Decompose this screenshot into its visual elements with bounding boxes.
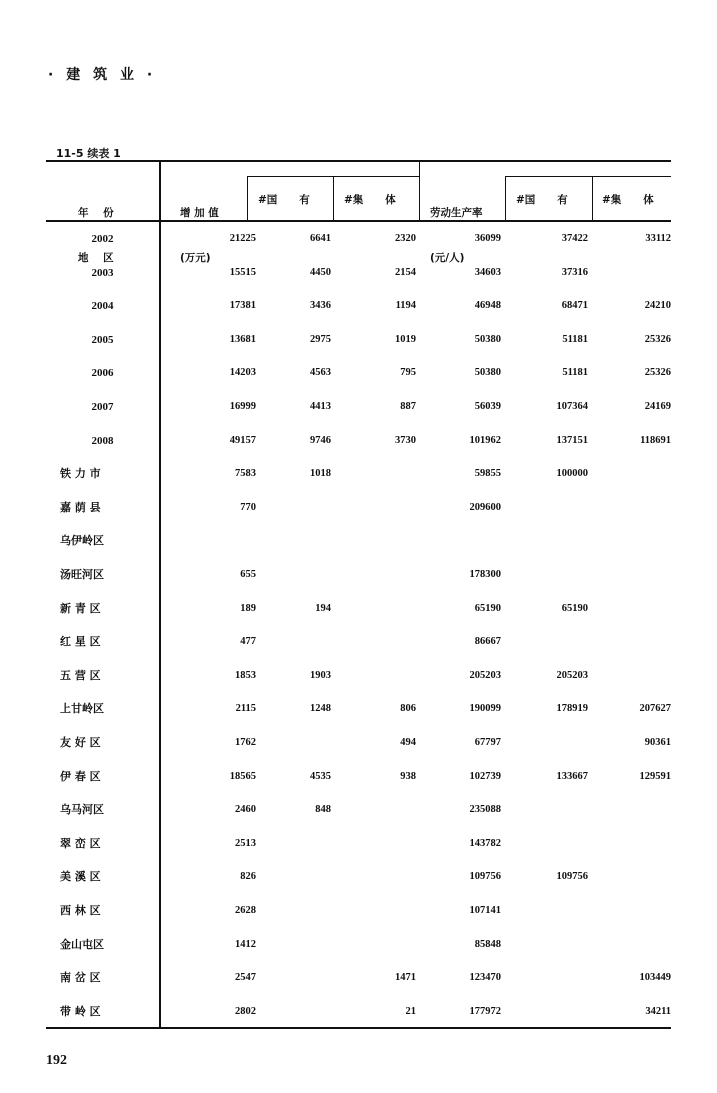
labor-productivity-cell: 178300: [469, 569, 501, 580]
row-label: 美 溪 区: [60, 870, 101, 884]
va-collective-cell: [333, 498, 416, 518]
va-collective-cell: 795: [400, 367, 416, 379]
lp-collective-cell: [592, 531, 671, 551]
labor-productivity-cell: 177972: [469, 1005, 501, 1017]
lp-state-owned-cell: [505, 565, 588, 585]
va-state-owned-cell: 4535: [310, 770, 331, 782]
row-label: 上甘岭区: [60, 702, 104, 716]
va-collective-cell: 494: [400, 737, 416, 748]
value-added-cell: 13681: [229, 333, 256, 345]
lp-collective-cell: [592, 464, 671, 484]
va-collective-cell: [333, 666, 416, 686]
table-row: [0, 531, 717, 551]
va-state-owned-cell: [247, 565, 331, 585]
va-collective-cell: 21: [405, 1005, 416, 1017]
va-state-owned-cell: 4413: [310, 401, 331, 412]
row-label: 带 岭 区: [60, 1004, 101, 1018]
value-added-cell: 14203: [229, 367, 256, 379]
value-added-cell: 49157: [229, 434, 256, 446]
table-row: [0, 800, 717, 820]
table-row: [0, 834, 717, 854]
va-state-owned-cell: [247, 733, 331, 753]
header-year-label: 年 份: [78, 207, 114, 219]
lp-collective-cell: [592, 632, 671, 652]
lp-state-owned-cell: 65190: [561, 602, 588, 614]
labor-productivity-cell: 86667: [474, 636, 501, 648]
va-collective-cell: 3730: [395, 434, 416, 446]
va-state-owned-cell: 194: [315, 602, 331, 614]
value-added-cell: 18565: [229, 770, 256, 782]
va-state-owned-cell: [247, 632, 331, 652]
lp-collective-cell: 103449: [639, 972, 671, 984]
va-collective-cell: 806: [400, 703, 416, 715]
table-row: [0, 397, 717, 417]
lp-collective-cell: [592, 263, 671, 283]
lp-collective-cell: 25326: [644, 333, 671, 345]
table-row: [0, 968, 717, 988]
table-row: [0, 733, 717, 753]
value-added-cell: 189: [240, 602, 256, 614]
va-collective-cell: [333, 901, 416, 921]
labor-productivity-cell: 102739: [469, 770, 501, 782]
value-added-cell: 16999: [229, 401, 256, 412]
va-collective-cell: 1194: [395, 300, 416, 312]
lp-state-owned-cell: 51181: [562, 333, 588, 345]
va-collective-cell: [333, 800, 416, 820]
va-collective-cell: 1019: [395, 333, 416, 345]
lp-state-owned-cell: [505, 800, 588, 820]
lp-collective-cell: 33112: [645, 233, 671, 244]
value-added-cell: 2628: [235, 905, 256, 916]
va-state-owned-cell: 2975: [310, 333, 331, 345]
subheader-rule-right: [505, 176, 671, 177]
table-row: [0, 431, 717, 451]
va-state-owned-cell: 9746: [310, 434, 331, 446]
row-label: 乌马河区: [60, 803, 104, 817]
labor-productivity-cell: 143782: [469, 837, 501, 849]
header-va-collective: #集 体: [344, 194, 396, 206]
row-label: 伊 春 区: [60, 769, 101, 783]
table-row: [0, 901, 717, 921]
value-added-cell: 2802: [235, 1005, 256, 1017]
va-state-owned-cell: [247, 1002, 331, 1022]
row-label: 红 星 区: [60, 635, 101, 649]
va-state-owned-cell: [247, 968, 331, 988]
row-label: 翠 峦 区: [60, 836, 101, 850]
lp-collective-cell: [592, 565, 671, 585]
labor-productivity-cell: 209600: [469, 501, 501, 513]
header-labor-productivity-title: 劳动生产率: [430, 207, 483, 219]
row-label: 2007: [91, 401, 114, 413]
va-state-owned-cell: 1018: [310, 468, 331, 480]
value-added-cell: 1762: [235, 737, 256, 748]
lp-collective-cell: [592, 498, 671, 518]
va-state-owned-cell: 4563: [310, 367, 331, 379]
lp-state-owned-cell: 107364: [556, 401, 588, 412]
lp-state-owned-cell: 109756: [556, 871, 588, 883]
table-bottom-rule: [46, 1027, 671, 1029]
va-state-owned-cell: [247, 867, 331, 887]
labor-productivity-cell: 190099: [469, 703, 501, 715]
table-row: [0, 363, 717, 383]
lp-state-owned-cell: [505, 935, 588, 955]
va-collective-cell: [333, 464, 416, 484]
value-added-cell: 1412: [235, 938, 256, 950]
table-row: [0, 229, 717, 249]
labor-productivity-cell: 59855: [474, 468, 501, 480]
row-label: 2004: [91, 300, 114, 313]
labor-productivity-cell: 107141: [469, 905, 501, 916]
labor-productivity-cell: 205203: [469, 669, 501, 681]
stub-divider: [159, 160, 161, 1029]
va-collective-cell: 2320: [395, 233, 416, 244]
table-row: [0, 699, 717, 719]
row-label: 乌伊岭区: [60, 534, 104, 548]
lp-state-owned-cell: 100000: [556, 468, 588, 480]
row-label: 南 岔 区: [60, 971, 101, 985]
lp-state-owned-cell: 51181: [562, 367, 588, 379]
col-divider-6: [592, 176, 593, 221]
value-added-cell: 1853: [235, 669, 256, 681]
labor-productivity-cell: 50380: [474, 367, 501, 379]
table-row: [0, 464, 717, 484]
row-label: 西 林 区: [60, 904, 101, 917]
lp-state-owned-cell: [505, 733, 588, 753]
labor-productivity-cell: 65190: [474, 602, 501, 614]
lp-state-owned-cell: 205203: [556, 669, 588, 681]
lp-collective-cell: [592, 901, 671, 921]
va-collective-cell: 938: [400, 770, 416, 782]
lp-collective-cell: [592, 666, 671, 686]
lp-state-owned-cell: [505, 531, 588, 551]
table-row: [0, 867, 717, 887]
table-top-rule: [46, 160, 671, 162]
section-header: · 建 筑 业 ·: [48, 67, 157, 83]
labor-productivity-cell: 101962: [469, 434, 501, 446]
value-added-cell: 21225: [229, 233, 256, 244]
labor-productivity-cell: 36099: [474, 233, 501, 244]
lp-collective-cell: 207627: [639, 703, 671, 715]
labor-productivity-cell: 235088: [469, 804, 501, 816]
va-collective-cell: [333, 632, 416, 652]
va-collective-cell: 1471: [395, 972, 416, 984]
lp-collective-cell: 118691: [640, 434, 671, 446]
value-added-cell: 655: [240, 569, 256, 580]
header-lp-state-owned: #国 有: [516, 194, 568, 206]
va-collective-cell: [333, 935, 416, 955]
table-row: [0, 263, 717, 283]
lp-collective-cell: 129591: [639, 770, 671, 782]
row-label: 新 青 区: [60, 601, 101, 615]
lp-collective-cell: 34211: [645, 1005, 671, 1017]
lp-collective-cell: [592, 834, 671, 854]
value-added-cell: 2513: [235, 837, 256, 849]
va-state-owned-cell: 1248: [310, 703, 331, 715]
va-state-owned-cell: [247, 834, 331, 854]
va-collective-cell: [333, 599, 416, 619]
lp-state-owned-cell: [505, 498, 588, 518]
header-region-label: 地 区: [78, 252, 114, 264]
labor-productivity-cell: [419, 531, 501, 551]
lp-collective-cell: [592, 935, 671, 955]
labor-productivity-cell: 50380: [474, 333, 501, 345]
labor-productivity-cell: 85848: [474, 938, 501, 950]
va-state-owned-cell: 4450: [310, 266, 331, 278]
lp-state-owned-cell: [505, 1002, 588, 1022]
row-label: 2005: [91, 333, 114, 346]
row-label: 2006: [91, 367, 114, 380]
col-divider-3: [333, 176, 334, 221]
header-labor-productivity-unit: (元/人): [430, 252, 465, 264]
row-label: 友 好 区: [60, 736, 101, 749]
col-divider-4: [419, 160, 420, 221]
table-caption: 11-5 续表 1: [56, 147, 121, 160]
table-row: [0, 296, 717, 316]
lp-state-owned-cell: [505, 968, 588, 988]
labor-productivity-cell: 56039: [474, 401, 501, 412]
lp-state-owned-cell: 133667: [556, 770, 588, 782]
row-label: 汤旺河区: [60, 568, 104, 581]
lp-state-owned-cell: 37316: [561, 266, 588, 278]
labor-productivity-cell: 34603: [474, 266, 501, 278]
table-row: [0, 498, 717, 518]
lp-state-owned-cell: 37422: [561, 233, 588, 244]
labor-productivity-cell: 67797: [474, 737, 501, 748]
va-state-owned-cell: 3436: [310, 300, 331, 312]
row-label: 五 营 区: [60, 668, 101, 682]
lp-state-owned-cell: 68471: [561, 300, 588, 312]
col-divider-5: [505, 176, 506, 221]
row-label: 铁 力 市: [60, 467, 101, 481]
header-bottom-rule: [46, 220, 671, 222]
header-lp-collective: #集 体: [602, 194, 654, 206]
table-row: [0, 599, 717, 619]
value-added-cell: 2460: [235, 804, 256, 816]
table-row: [0, 767, 717, 787]
row-label: 2008: [91, 434, 114, 447]
va-state-owned-cell: 6641: [310, 233, 331, 244]
va-state-owned-cell: [247, 531, 331, 551]
page-number: 192: [46, 1053, 67, 1068]
lp-collective-cell: 25326: [644, 367, 671, 379]
value-added-cell: 477: [240, 636, 256, 648]
header-value-added-title: 增 加 值: [180, 207, 219, 219]
lp-collective-cell: [592, 800, 671, 820]
table-row: [0, 330, 717, 350]
row-label: 嘉 荫 县: [60, 500, 101, 514]
lp-collective-cell: 24169: [644, 401, 671, 412]
lp-collective-cell: [592, 867, 671, 887]
value-added-cell: 17381: [229, 300, 256, 312]
lp-collective-cell: [592, 599, 671, 619]
lp-collective-cell: 24210: [644, 300, 671, 312]
labor-productivity-cell: 46948: [474, 300, 501, 312]
table-row: [0, 632, 717, 652]
labor-productivity-cell: 123470: [469, 972, 501, 984]
value-added-cell: [160, 531, 256, 551]
va-state-owned-cell: [247, 901, 331, 921]
va-collective-cell: [333, 867, 416, 887]
va-collective-cell: 2154: [395, 266, 416, 278]
va-state-owned-cell: [247, 935, 331, 955]
table-row: [0, 565, 717, 585]
va-state-owned-cell: 1903: [310, 669, 331, 681]
value-added-cell: 826: [240, 871, 256, 883]
row-label: 2002: [91, 233, 114, 245]
lp-collective-cell: 90361: [644, 737, 671, 748]
lp-state-owned-cell: [505, 901, 588, 921]
table-row: [0, 666, 717, 686]
va-collective-cell: [333, 565, 416, 585]
va-state-owned-cell: [247, 498, 331, 518]
value-added-cell: 7583: [235, 468, 256, 480]
lp-state-owned-cell: 178919: [556, 703, 588, 715]
va-collective-cell: [333, 531, 416, 551]
va-collective-cell: [333, 834, 416, 854]
lp-state-owned-cell: [505, 834, 588, 854]
lp-state-owned-cell: 137151: [556, 434, 588, 446]
row-label: 2003: [91, 266, 114, 279]
value-added-cell: 770: [240, 501, 256, 513]
row-label: 金山屯区: [60, 937, 104, 951]
labor-productivity-cell: 109756: [469, 871, 501, 883]
va-state-owned-cell: 848: [315, 804, 331, 816]
value-added-cell: 15515: [229, 266, 256, 278]
col-divider-2: [247, 176, 248, 221]
lp-state-owned-cell: [505, 632, 588, 652]
va-collective-cell: 887: [400, 401, 416, 412]
table-row: [0, 935, 717, 955]
table-row: [0, 1002, 717, 1022]
value-added-cell: 2547: [235, 972, 256, 984]
header-value-added-unit: (万元): [180, 252, 211, 264]
value-added-cell: 2115: [235, 703, 256, 715]
header-va-state-owned: #国 有: [258, 194, 310, 206]
